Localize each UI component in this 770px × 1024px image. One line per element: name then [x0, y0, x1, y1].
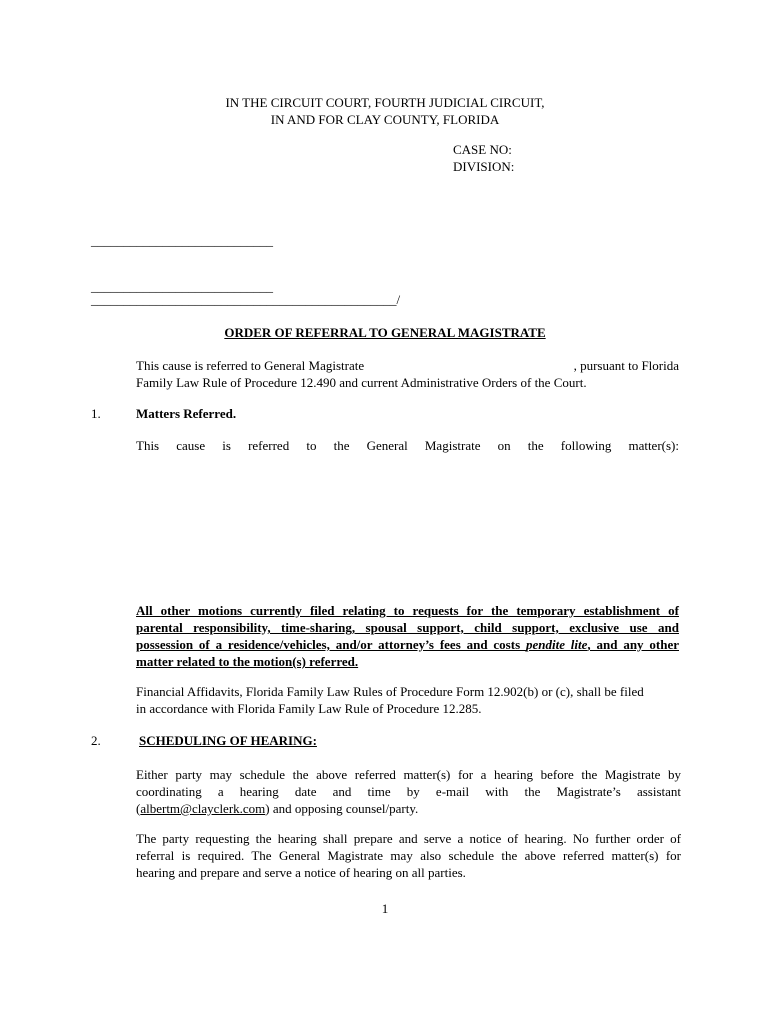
caption-blank-3: _______________________________________________/: [91, 292, 401, 307]
caption-blank-2: ____________________________: [91, 279, 273, 294]
scheduling-p2-line-3: hearing and prepare and serve a notice of hearing on all parties.: [136, 865, 466, 880]
intro-part-1: This cause is referred to General Magistrate: [136, 358, 365, 373]
bold-line-3: [136, 636, 679, 653]
section-1-bold-paragraph: [136, 602, 679, 670]
paren-close-text: ) and opposing counsel/party.: [265, 801, 419, 816]
court-line-1: IN THE CIRCUIT COURT, FOURTH JUDICIAL CIRCUIT,: [225, 95, 545, 110]
section-2-number: 2.: [91, 733, 101, 748]
case-no-label: CASE NO:: [453, 142, 512, 157]
bold-line-3-b: , and any other: [587, 637, 679, 652]
scheduling-p2-line-2: referral is required. The General Magistrate may also schedule the above referred matter(s) for: [136, 848, 681, 863]
intro-line-2: Family Law Rule of Procedure 12.490 and current Administrative Orders of the Court.: [136, 375, 587, 390]
section-2-heading: SCHEDULING OF HEARING:: [139, 733, 317, 748]
paren-open: (: [136, 801, 141, 816]
assistant-email-link[interactable]: albertm@clayclerk.com: [140, 801, 266, 816]
caption-blank-1: ____________________________: [91, 233, 273, 248]
bold-line-2: parental responsibility, time-sharing, spousal support, child support, exclusive use and: [136, 620, 679, 635]
affidavit-paragraph: [136, 683, 696, 717]
scheduling-p2-line-1: The party requesting the hearing shall prepare and serve a notice of hearing. No further order of: [136, 831, 681, 846]
scheduling-p1-line-1: Either party may schedule the above referred matter(s) for a hearing before the Magistrate by: [136, 767, 681, 782]
court-line-2: IN AND FOR CLAY COUNTY, FLORIDA: [270, 112, 500, 127]
scheduling-paragraph-1: [136, 766, 681, 817]
pendite-lite-text: pendite lite: [525, 637, 588, 652]
scheduling-p1-line-3: [136, 800, 681, 817]
affidavit-line-2: in accordance with Florida Family Law Rule of Procedure 12.285.: [136, 701, 482, 716]
section-1-text: This cause is referred to the General Magistrate on the following matter(s):: [136, 438, 679, 453]
section-1-number: 1.: [91, 406, 101, 421]
scheduling-paragraph-2: [136, 830, 681, 881]
intro-part-2: , pursuant to Florida: [573, 358, 679, 373]
intro-paragraph: [136, 357, 679, 391]
division-label: DIVISION:: [453, 159, 515, 174]
bold-line-4: matter related to the motion(s) referred.: [136, 654, 359, 669]
affidavit-line-1: Financial Affidavits, Florida Family Law Rules of Procedure Form 12.902(b) or (c), shall be filed: [136, 684, 644, 699]
order-title: ORDER OF REFERRAL TO GENERAL MAGISTRATE: [224, 325, 546, 340]
section-1-heading: Matters Referred.: [136, 406, 237, 421]
court-header: [0, 94, 770, 128]
scheduling-p1-line-2: coordinating a hearing date and time by e-mail with the Magistrate’s assistant: [136, 784, 681, 799]
bold-line-1: All other motions currently filed relating to requests for the temporary establishment of: [136, 603, 679, 618]
page-number: 1: [381, 901, 389, 916]
case-info: [453, 141, 514, 175]
bold-line-3-a: possession of a residence/vehicles, and/or attorney’s fees and costs: [136, 637, 526, 652]
